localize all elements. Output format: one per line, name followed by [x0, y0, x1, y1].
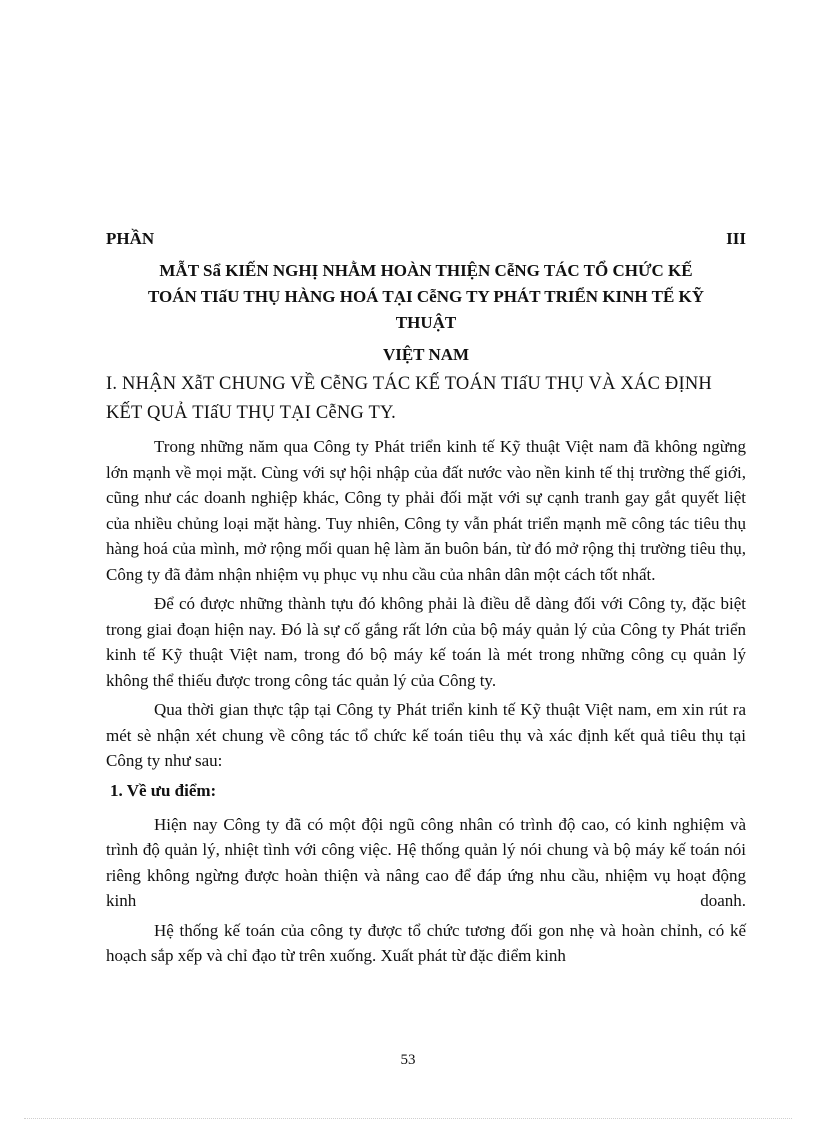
title-line-2: TOÁN TIấU THỤ HÀNG HOÁ TẠI CễNG TY PHÁT TRIỂN KINH TẾ KỸ — [147, 287, 705, 306]
page-number: 53 — [400, 1052, 416, 1068]
paragraph-1: Trong những năm qua Công ty Phát triển kinh tế Kỹ thuật Việt nam đã không ngừng lớn mạnh về mọi mặt. Cùng với sự hội nhập của đất nước vào nền kinh tế thị trường thế giới, cũng như các doanh nghiệp khác, Công ty phải đối mặt với sự cạnh tranh gay gắt quyết liệt của nhiều chủng loại mặt hàng. Tuy nhiên, Công ty vẫn phát triển mạnh mẽ công tác tiêu thụ hàng hoá của mình, mở rộng mối quan hệ làm ăn buôn bán, từ đó mở rộng thị trường tiêu thụ, Công ty đã đảm nhận nhiệm vụ phục vụ nhu cầu của nhân dân một cách tốt nhất. — [106, 437, 746, 584]
title-line-1: MẪT Sẩ KIẾN NGHỊ NHẰM HOÀN THIỆN CễNG TÁC TỔ CHỨC KẾ — [159, 261, 693, 280]
paragraph-5: Hệ thống kế toán của công ty được tổ chức tương đối gon nhẹ và hoàn chỉnh, có kế hoạch sắp xếp và chỉ đạo từ trên xuống. Xuất phát từ đặc điểm kinh — [106, 920, 746, 965]
section-heading — [106, 370, 746, 428]
subheading-advantages: 1. Về ưu điểm: — [110, 780, 217, 800]
paragraph-3: Qua thời gian thực tập tại Công ty Phát triển kinh tế Kỹ thuật Việt nam, em xin rút ra mét sè nhận xét chung về công tác tổ chức kế toán tiêu thụ và xác định kết quả tiêu thụ tại Công ty như sau: — [106, 700, 746, 770]
part-number: III — [726, 229, 746, 248]
section-heading-line-1: I. NHẬN XẫT CHUNG VỀ CễNG TÁC KẾ TOÁN TIấU THỤ VÀ XÁC ĐỊNH — [106, 374, 712, 394]
footer-divider — [24, 1118, 792, 1119]
section-heading-line-2: KẾT QUẢ TIấU THỤ TẠI CễNG TY. — [106, 403, 396, 423]
paragraph-4: Hiện nay Công ty đã có một đội ngũ công nhân có trình độ cao, có kinh nghiệm và trình độ quản lý, nhiệt tình với công việc. Hệ thống quản lý nói chung và bộ máy kế toán nói riêng không ngừng được hoàn thiện và nâng cao để đáp ứng nhu cầu, nhiệm vụ hoạt động kinh doanh. — [106, 814, 746, 910]
title-line-3: THUẬT — [395, 313, 457, 332]
part-word: PHẦN — [106, 229, 155, 248]
paragraph-2: Để có được những thành tựu đó không phải là điều dễ dàng đối với Công ty, đặc biệt trong giai đoạn hiện nay. Đó là sự cố gắng rất lớn của bộ máy quản lý của Công ty Phát triển kinh tế Kỹ thuật Việt nam, trong đó bộ máy kế toán là mét trong những công cụ quản lý không thể thiếu được trong công tác quản lý của Công ty. — [106, 594, 746, 690]
part-header — [106, 228, 746, 250]
title-line-4: VIỆT NAM — [382, 345, 470, 364]
page-content — [106, 228, 746, 973]
